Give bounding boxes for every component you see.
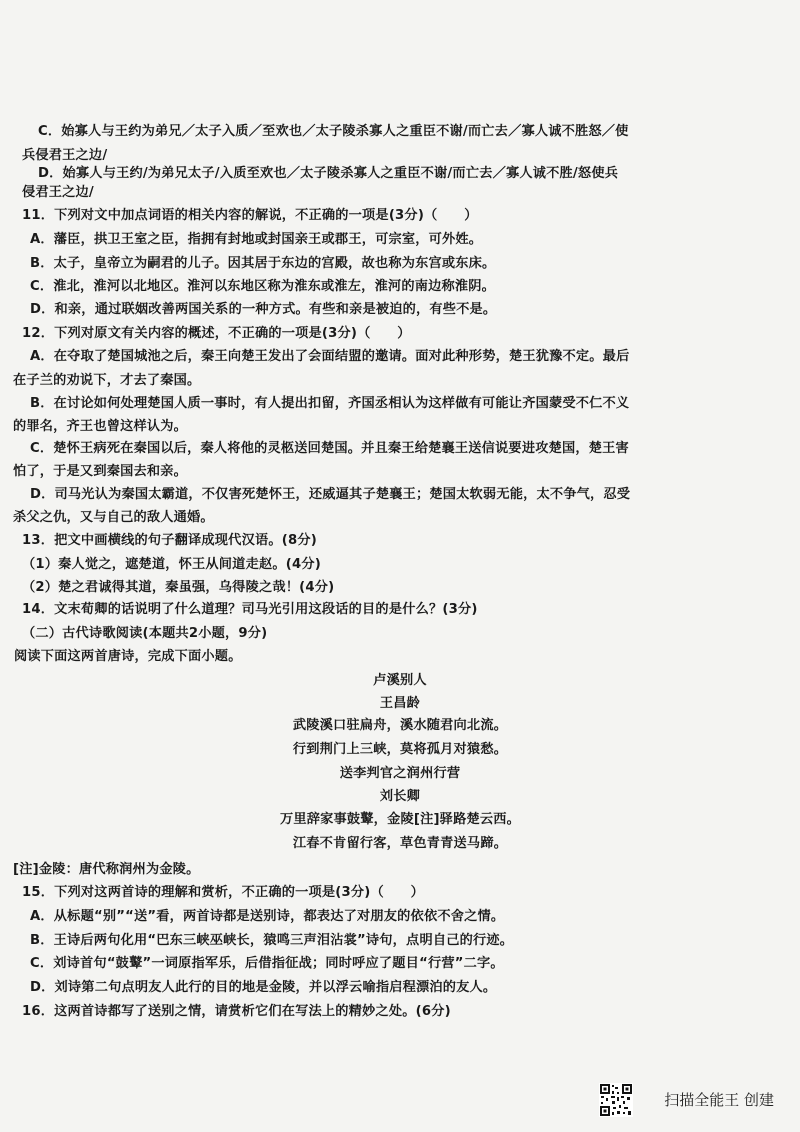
option-c-line-1: C．始寡人与王约为弟兄／太子入质／至欢也／太子陵杀寡人之重臣不谢/而亡去／寡人诚不胜怒／使 (38, 124, 629, 139)
q12-line-1: A．在夺取了楚国城池之后，秦王向楚王发出了会面结盟的邀请。面对此种形势，楚王犹豫不定。最后 (30, 349, 630, 364)
poem2-title: 送李判官之润州行营 (339, 766, 461, 781)
q15-option-b: B．王诗后两句化用“巴东三峡巫峡长，猿鸣三声泪沾裳”诗句，点明自己的行迹。 (30, 933, 514, 948)
q11-option-b: B．太子，皇帝立为嗣君的儿子。因其居于东边的宫殿，故也称为东宫或东床。 (30, 256, 496, 271)
q14-stem: 14．文末荀卿的话说明了什么道理？司马光引用这段话的目的是什么？(3分) (22, 602, 478, 617)
q12-line-4: 的罪名，齐王也曾这样认为。 (13, 419, 188, 434)
q11-option-a: A．藩臣，拱卫王室之臣，指拥有封地或封国亲王或郡王，可宗室，可外姓。 (30, 232, 483, 247)
poem1-line-1: 武陵溪口驻扁舟，溪水随君向北流。 (292, 718, 508, 733)
poem1-title: 卢溪别人 (373, 673, 427, 688)
q13-item-2: （2）楚之君诚得其道，秦虽强，乌得陵之哉！(4分) (22, 580, 335, 595)
q12-line-5: C．楚怀王病死在秦国以后，秦人将他的灵柩送回楚国。并且秦王给楚襄王送信说要进攻楚国，楚王害 (30, 441, 629, 456)
section-intro: 阅读下面这两首唐诗，完成下面小题。 (14, 649, 242, 664)
q12-line-3: B．在讨论如何处理楚国人质一事时，有人提出扣留，齐国丞相认为这样做有可能让齐国蒙受不仁不义 (30, 396, 630, 411)
q12-stem: 12．下列对原文有关内容的概述，不正确的一项是(3分)（ ） (22, 326, 411, 341)
scanner-watermark-label: 扫描全能王 创建 (664, 1091, 774, 1109)
q15-option-c: C．刘诗首句“鼓鼙”一词原指军乐，后借指征战；同时呼应了题目“行营”二字。 (30, 956, 504, 971)
q13-stem: 13．把文中画横线的句子翻译成现代汉语。(8分) (22, 533, 317, 548)
poem-note: [注]金陵：唐代称润州为金陵。 (13, 862, 200, 877)
q12-line-8: 杀父之仇，又与自己的敌人通婚。 (13, 510, 214, 525)
poem2-author: 刘长卿 (379, 789, 421, 804)
poem1-line-2: 行到荆门上三峡，莫将孤月对猿愁。 (292, 742, 508, 757)
option-d-line-2: 侵君王之边/ (22, 185, 94, 200)
q16-stem: 16．这两首诗都写了送别之情，请赏析它们在写法上的精妙之处。(6分) (22, 1004, 451, 1019)
option-d-line-1: D．始寡人与王约/为弟兄太子/入质至欢也／太子陵杀寡人之重臣不谢/而亡去／寡人诚不胜/怒使兵 (38, 166, 619, 181)
q11-option-c: C．淮北，淮河以北地区。淮河以东地区称为淮东或淮左，淮河的南边称淮阴。 (30, 279, 496, 294)
q11-option-d: D．和亲，通过联姻改善两国关系的一种方式。有些和亲是被迫的，有些不是。 (30, 302, 497, 317)
section-heading: （二）古代诗歌阅读(本题共2小题，9分) (22, 626, 268, 641)
poem1-author: 王昌龄 (379, 696, 421, 711)
q12-line-6: 怕了，于是又到秦国去和亲。 (13, 464, 188, 479)
q13-item-1: （1）秦人觉之，遮楚道，怀王从间道走赵。(4分) (22, 557, 321, 572)
poem2-line-2: 江春不肯留行客，草色青青送马蹄。 (292, 836, 508, 851)
q15-option-a: A．从标题“别”“送”看，两首诗都是送别诗，都表达了对朋友的依依不舍之情。 (30, 909, 505, 924)
q12-line-7: D．司马光认为秦国太霸道，不仅害死楚怀王，还威逼其子楚襄王；楚国太软弱无能，太不争气，忍受 (30, 487, 631, 502)
q15-option-d: D．刘诗第二句点明友人此行的目的地是金陵，并以浮云喻指启程漂泊的友人。 (30, 980, 497, 995)
q11-stem: 11．下列对文中加点词语的相关内容的解说，不正确的一项是(3分)（ ） (22, 208, 478, 223)
poem2-line-1: 万里辞家事鼓鼙，金陵[注]驿路楚云西。 (279, 812, 521, 827)
q12-line-2: 在子兰的劝说下，才去了秦国。 (13, 373, 201, 388)
option-c-line-2: 兵侵君王之边/ (22, 148, 108, 163)
qr-code-icon (599, 1083, 633, 1117)
q15-stem: 15．下列对这两首诗的理解和赏析，不正确的一项是(3分)（ ） (22, 885, 425, 900)
